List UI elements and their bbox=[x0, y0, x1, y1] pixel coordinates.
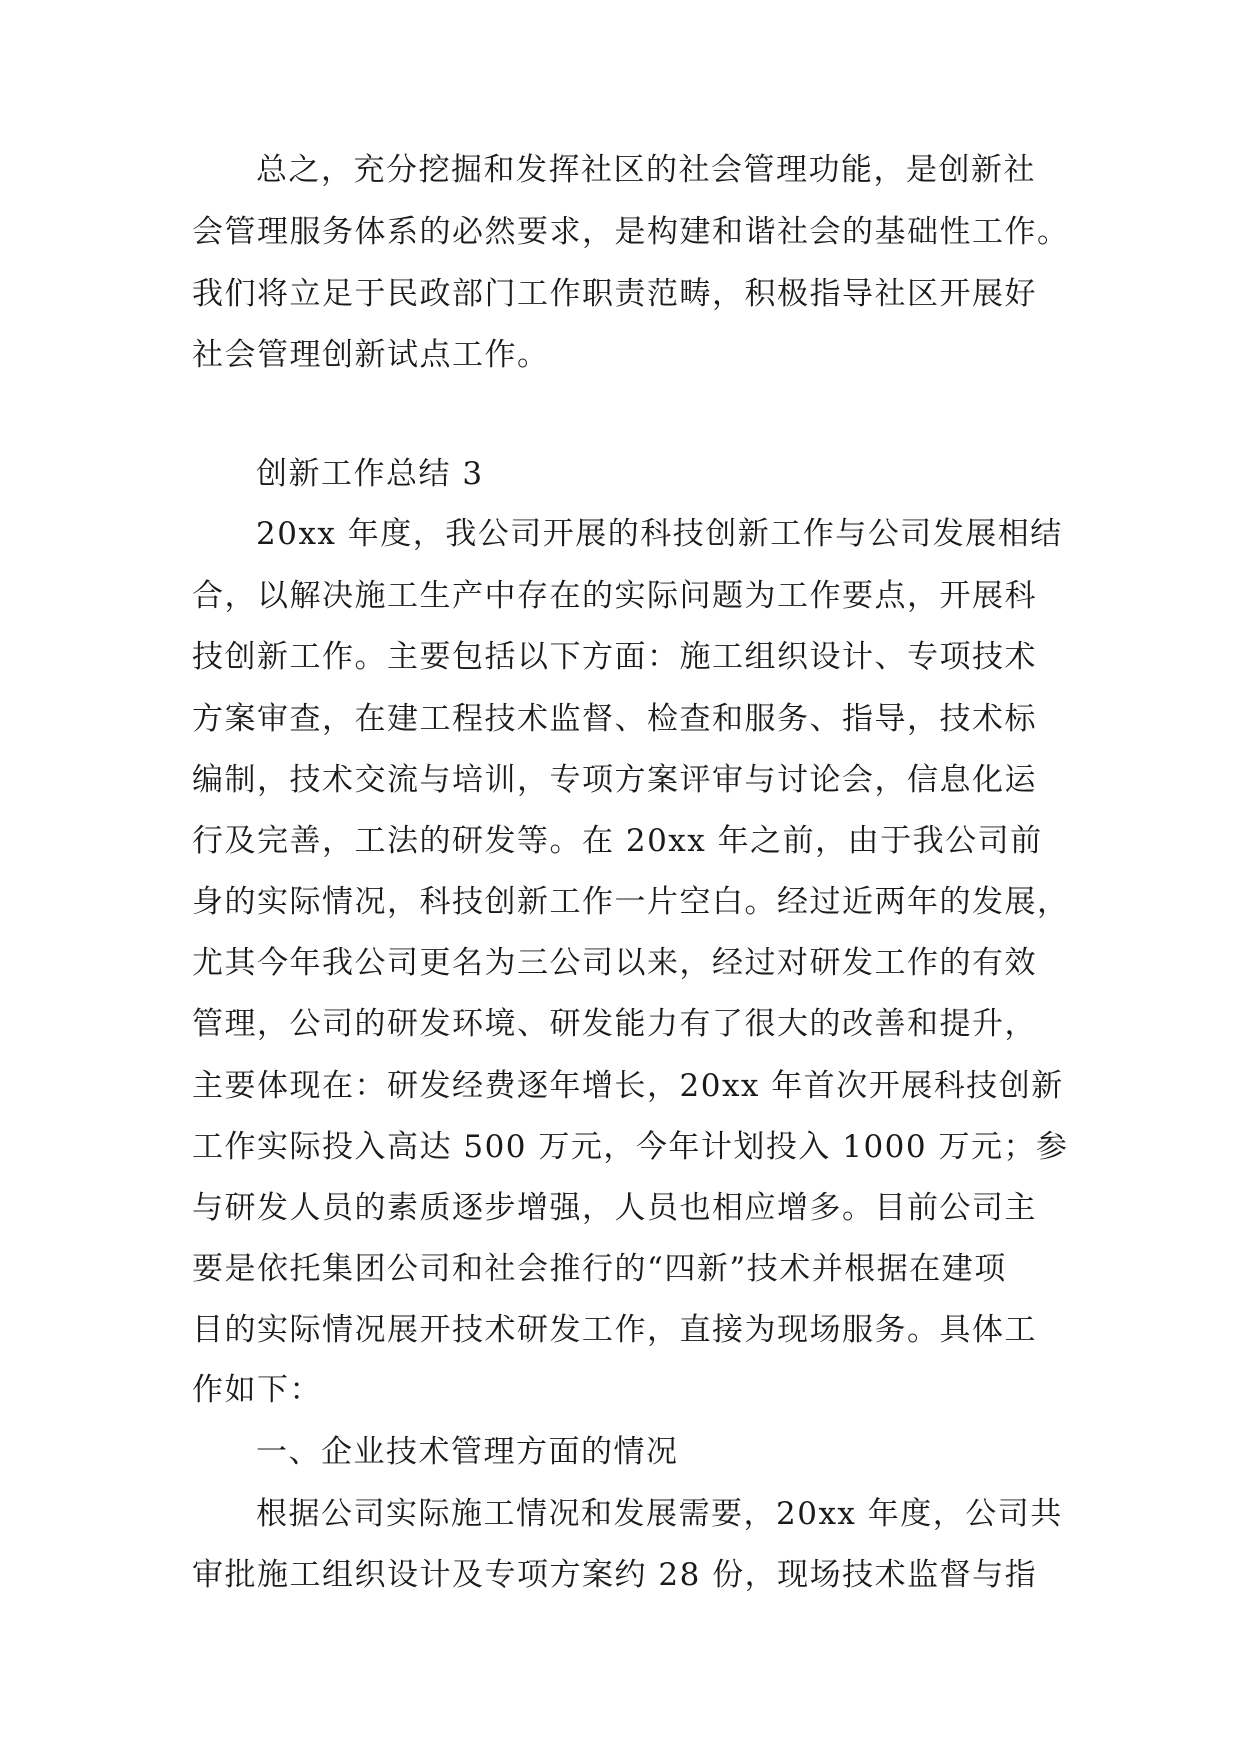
paragraph-line: 与研发人员的素质逐步增强，人员也相应增多。目前公司主 bbox=[192, 1190, 1037, 1226]
paragraph-line: 我们将立足于民政部门工作职责范畴，积极指导社区开展好 bbox=[192, 276, 1037, 312]
paragraph-line: 方案审查，在建工程技术监督、检查和服务、指导，技术标 bbox=[192, 701, 1037, 737]
paragraph-line: 20xx 年度，我公司开展的科技创新工作与公司发展相结 bbox=[256, 516, 1063, 552]
paragraph-line: 会管理服务体系的必然要求，是构建和谐社会的基础性工作。 bbox=[192, 214, 1070, 250]
paragraph-line: 行及完善，工法的研发等。在 20xx 年之前，由于我公司前 bbox=[192, 823, 1043, 859]
paragraph-line: 审批施工组织设计及专项方案约 28 份，现场技术监督与指 bbox=[192, 1557, 1038, 1593]
paragraph-line: 根据公司实际施工情况和发展需要，20xx 年度，公司共 bbox=[256, 1496, 1063, 1532]
paragraph-line: 编制，技术交流与培训，专项方案评审与讨论会，信息化运 bbox=[192, 762, 1037, 798]
paragraph-line: 工作实际投入高达 500 万元，今年计划投入 1000 万元；参 bbox=[192, 1129, 1069, 1165]
paragraph-line: 合，以解决施工生产中存在的实际问题为工作要点，开展科 bbox=[192, 578, 1037, 614]
paragraph-line: 总之，充分挖掘和发挥社区的社会管理功能，是创新社 bbox=[256, 152, 1036, 188]
paragraph-line: 技创新工作。主要包括以下方面：施工组织设计、专项技术 bbox=[192, 639, 1037, 675]
paragraph-line: 要是依托集团公司和社会推行的“四新”技术并根据在建项 bbox=[192, 1251, 1007, 1287]
paragraph-line: 身的实际情况，科技创新工作一片空白。经过近两年的发展， bbox=[192, 884, 1070, 920]
paragraph-line: 主要体现在：研发经费逐年增长，20xx 年首次开展科技创新 bbox=[192, 1068, 1064, 1104]
section-title: 创新工作总结 3 bbox=[256, 456, 484, 492]
paragraph-line: 目的实际情况展开技术研发工作，直接为现场服务。具体工 bbox=[192, 1312, 1037, 1348]
paragraph-line: 作如下： bbox=[192, 1372, 322, 1408]
paragraph-line: 尤其今年我公司更名为三公司以来，经过对研发工作的有效 bbox=[192, 945, 1037, 981]
section-heading: 一、企业技术管理方面的情况 bbox=[256, 1434, 679, 1470]
paragraph-line: 管理，公司的研发环境、研发能力有了很大的改善和提升， bbox=[192, 1006, 1037, 1042]
paragraph-line: 社会管理创新试点工作。 bbox=[192, 337, 550, 373]
